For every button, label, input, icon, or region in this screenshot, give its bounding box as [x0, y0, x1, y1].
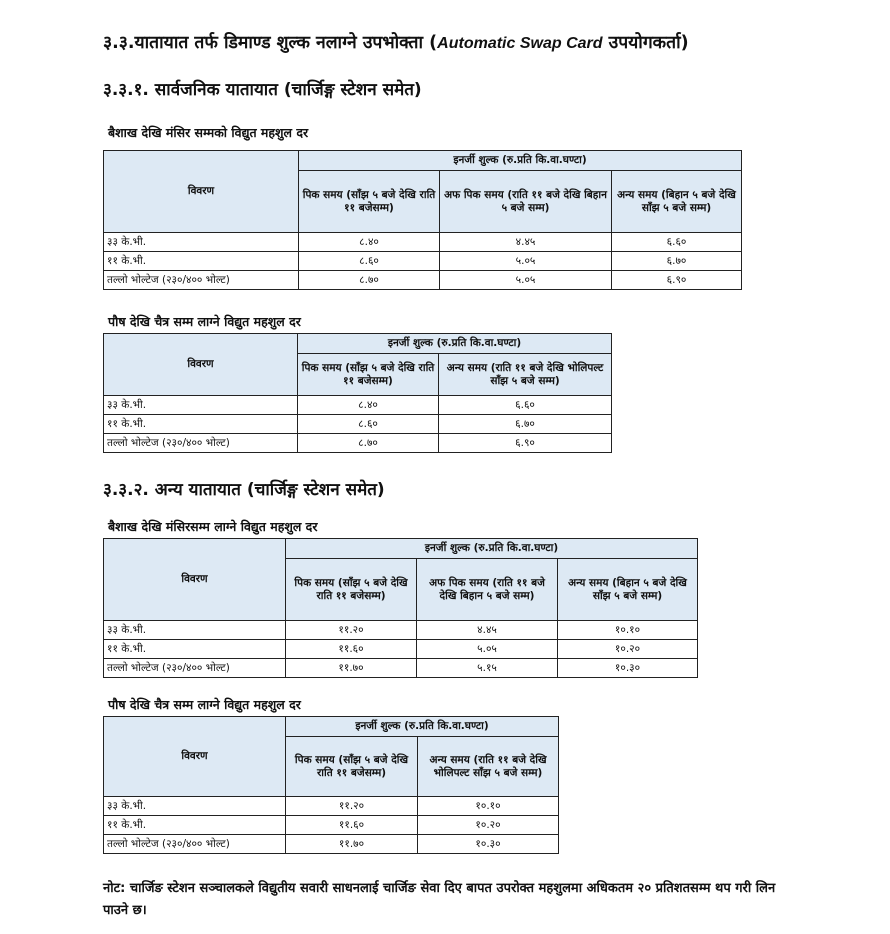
cell-value: ११.७० — [286, 659, 417, 678]
row-label: तल्लो भोल्टेज (२३०/४०० भोल्ट) — [104, 434, 298, 453]
table-row — [104, 621, 698, 640]
cell-value: ११.२० — [286, 621, 417, 640]
row-label: तल्लो भोल्टेज (२३०/४०० भोल्ट) — [104, 271, 299, 290]
row-label: ११ के.भी. — [104, 415, 298, 434]
cell-value: ११.६० — [286, 640, 417, 659]
cell-value: १०.३० — [558, 659, 698, 678]
cell-value: ६.६० — [439, 396, 612, 415]
cell-value: ८.४० — [299, 233, 440, 252]
group-head: इनर्जी शुल्क (रु.प्रति कि.वा.घण्टा) — [299, 151, 742, 171]
footnote: नोट: चार्जिङ स्टेशन सञ्चालकले विद्युतीय सवारी साधनलाई चार्जिङ सेवा दिए बापत उपरोक्त महशुलमा अधिकतम २० प्रतिशतसम्म थप गरी लिन पाउने छ। — [103, 881, 776, 918]
table-row — [104, 640, 698, 659]
sub-head: अन्य समय (राति ११ बजे देखि भोलिपल्ट साँझ ५ बजे सम्म) — [418, 737, 559, 797]
table-row — [104, 659, 698, 678]
cell-value: ५.१५ — [417, 659, 558, 678]
row-label: तल्लो भोल्टेज (२३०/४०० भोल्ट) — [104, 659, 286, 678]
cell-value: १०.२० — [558, 640, 698, 659]
cell-value: १०.१० — [418, 797, 559, 816]
main-heading — [103, 30, 689, 54]
group-head: इनर्जी शुल्क (रु.प्रति कि.वा.घण्टा) — [286, 717, 559, 737]
table-row — [104, 252, 742, 271]
cell-value: ८.६० — [299, 252, 440, 271]
s2-table-b — [103, 716, 559, 854]
cell-value: ८.४० — [298, 396, 439, 415]
section-2-title: ३.३.२. अन्य यातायात (चार्जिङ्ग स्टेशन समेत) — [103, 480, 385, 500]
cell-value: १०.२० — [418, 816, 559, 835]
cell-value: १०.३० — [418, 835, 559, 854]
sub-head: पिक समय (साँझ ५ बजे देखि राति ११ बजेसम्म) — [299, 171, 440, 233]
s2-table-b-caption: पौष देखि चैत्र सम्म लाग्ने विद्युत महशुल दर — [108, 697, 301, 712]
cell-value: ४.४५ — [440, 233, 612, 252]
table-row — [104, 816, 559, 835]
sub-head: अन्य समय (बिहान ५ बजे देखि साँझ ५ बजे सम्म) — [558, 559, 698, 621]
main-heading-prefix: ३.३.यातायात तर्फ डिमाण्ड शुल्क नलाग्ने उपभोक्ता ( — [103, 33, 438, 53]
s2-table-a — [103, 538, 698, 678]
cell-value: ४.४५ — [417, 621, 558, 640]
col-head: विवरण — [104, 334, 298, 396]
col-head: विवरण — [104, 717, 286, 797]
section-1-title: ३.३.१. सार्वजनिक यातायात (चार्जिङ्ग स्टेशन समेत) — [103, 80, 422, 100]
s1-table-b-caption: पौष देखि चैत्र सम्म लाग्ने विद्युत महशुल दर — [108, 314, 301, 329]
row-label: तल्लो भोल्टेज (२३०/४०० भोल्ट) — [104, 835, 286, 854]
cell-value: ६.९० — [439, 434, 612, 453]
s1-table-a — [103, 150, 742, 290]
group-head: इनर्जी शुल्क (रु.प्रति कि.वा.घण्टा) — [298, 334, 612, 354]
cell-value: ५.०५ — [440, 252, 612, 271]
table-row — [104, 233, 742, 252]
cell-value: ११.२० — [286, 797, 418, 816]
row-label: ११ के.भी. — [104, 252, 299, 271]
cell-value: ८.६० — [298, 415, 439, 434]
cell-value: ८.७० — [299, 271, 440, 290]
main-heading-english: Automatic Swap Card — [437, 35, 603, 52]
cell-value: ११.७० — [286, 835, 418, 854]
row-label: ३३ के.भी. — [104, 621, 286, 640]
s2-table-a-caption: बैशाख देखि मंसिरसम्म लाग्ने विद्युत महशुल दर — [108, 519, 318, 534]
cell-value: ११.६० — [286, 816, 418, 835]
table-row — [104, 835, 559, 854]
group-head: इनर्जी शुल्क (रु.प्रति कि.वा.घण्टा) — [286, 539, 698, 559]
sub-head: पिक समय (साँझ ५ बजे देखि राति ११ बजेसम्म) — [286, 737, 418, 797]
sub-head: पिक समय (साँझ ५ बजे देखि राति ११ बजेसम्म) — [286, 559, 417, 621]
col-head: विवरण — [104, 151, 299, 233]
table-row — [104, 396, 612, 415]
cell-value: ६.६० — [612, 233, 742, 252]
s1-table-b — [103, 333, 612, 453]
sub-head: अन्य समय (बिहान ५ बजे देखि साँझ ५ बजे सम्म) — [612, 171, 742, 233]
table-row — [104, 271, 742, 290]
cell-value: ८.७० — [298, 434, 439, 453]
col-head: विवरण — [104, 539, 286, 621]
sub-head: अफ पिक समय (राति ११ बजे देखि बिहान ५ बजे सम्म) — [417, 559, 558, 621]
cell-value: ६.७० — [612, 252, 742, 271]
sub-head: अन्य समय (राति ११ बजे देखि भोलिपल्ट साँझ ५ बजे सम्म) — [439, 354, 612, 396]
row-label: ११ के.भी. — [104, 816, 286, 835]
row-label: ११ के.भी. — [104, 640, 286, 659]
main-heading-suffix: उपयोगकर्ता) — [602, 33, 689, 53]
table-row — [104, 415, 612, 434]
s1-table-a-caption: बैशाख देखि मंसिर सम्मको विद्युत महशुल दर — [108, 125, 309, 140]
table-row — [104, 434, 612, 453]
cell-value: ५.०५ — [440, 271, 612, 290]
sub-head: पिक समय (साँझ ५ बजे देखि राति ११ बजेसम्म) — [298, 354, 439, 396]
table-row — [104, 797, 559, 816]
row-label: ३३ के.भी. — [104, 396, 298, 415]
sub-head: अफ पिक समय (राति ११ बजे देखि बिहान ५ बजे सम्म) — [440, 171, 612, 233]
cell-value: ५.०५ — [417, 640, 558, 659]
row-label: ३३ के.भी. — [104, 797, 286, 816]
cell-value: १०.१० — [558, 621, 698, 640]
cell-value: ६.७० — [439, 415, 612, 434]
cell-value: ६.९० — [612, 271, 742, 290]
row-label: ३३ के.भी. — [104, 233, 299, 252]
